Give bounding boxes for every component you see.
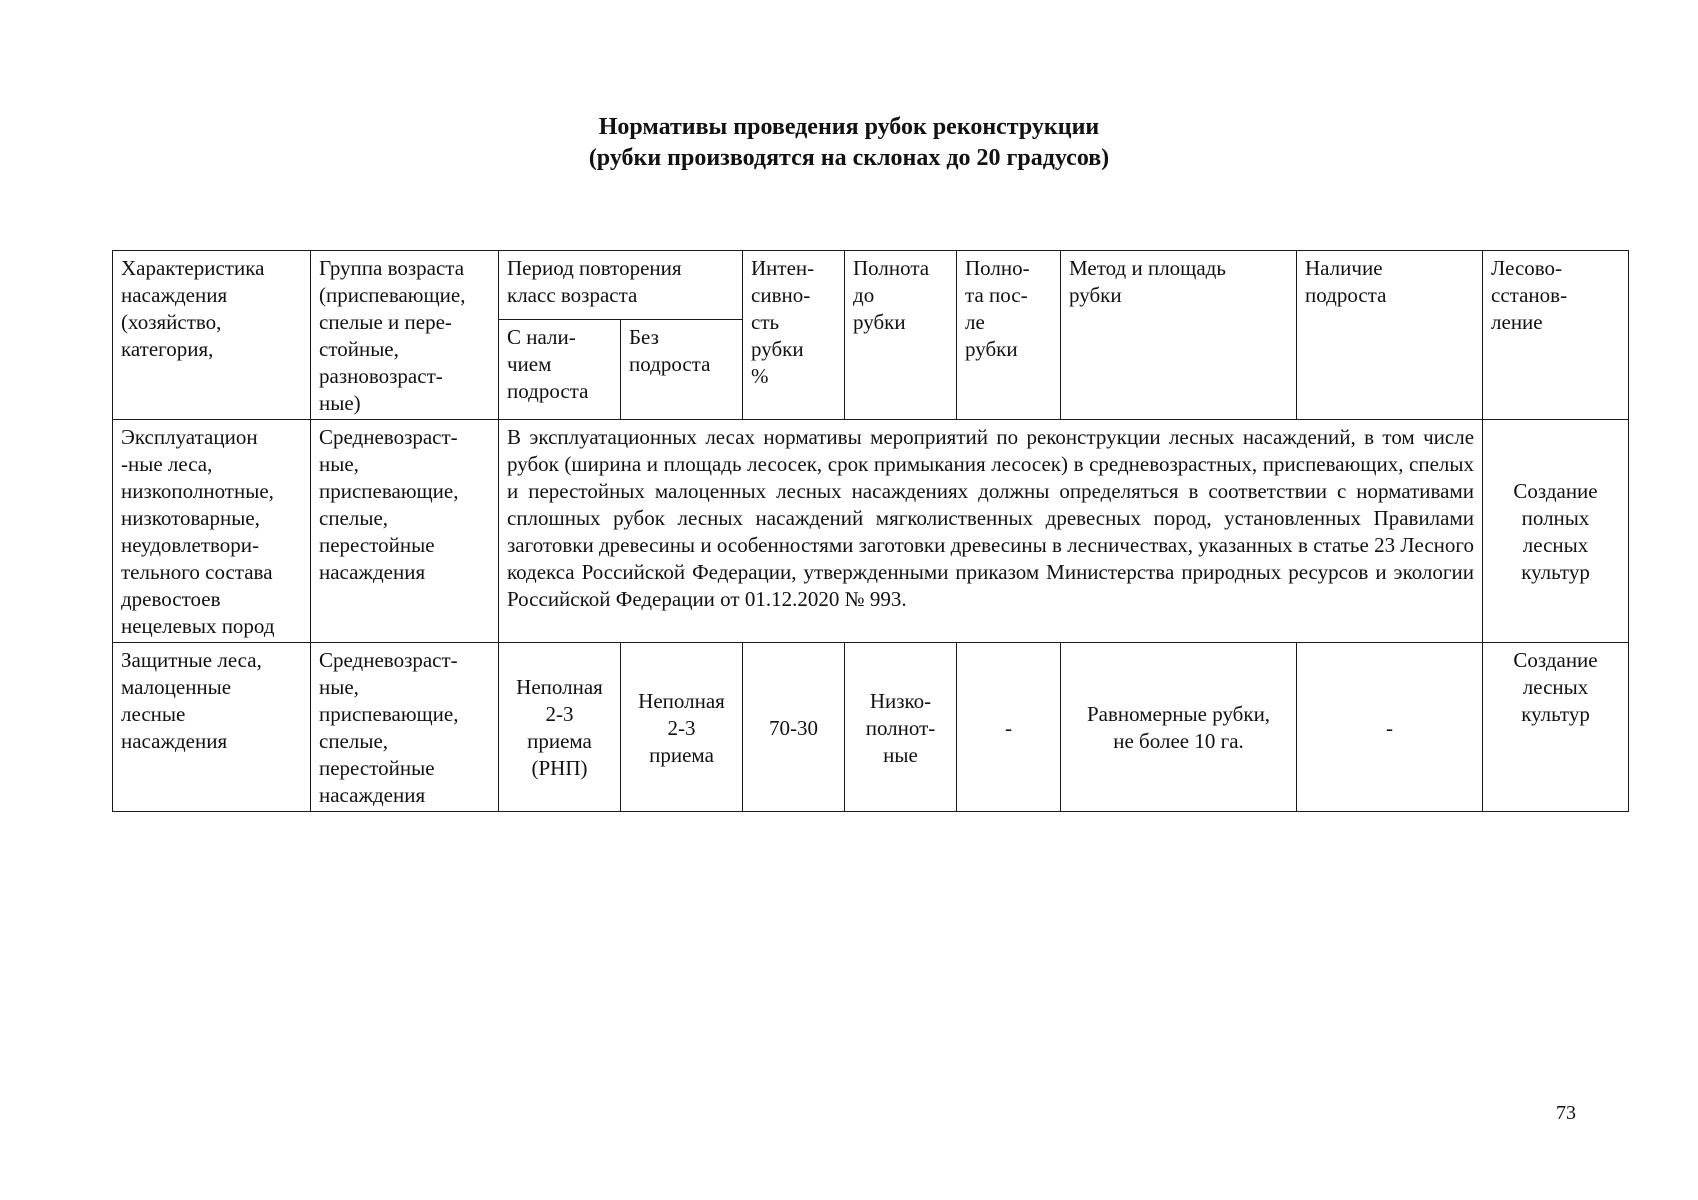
cell-line: Неполная bbox=[638, 688, 725, 713]
cell-line: насаждения bbox=[319, 560, 426, 584]
cell-line: рубки bbox=[1069, 283, 1122, 307]
cell-line: насаждения bbox=[319, 783, 426, 807]
header-density-before bbox=[845, 251, 957, 420]
cell-line: подроста bbox=[507, 379, 589, 404]
cell-line: древостоев bbox=[121, 587, 221, 611]
cell-line: неудовлетвори- bbox=[121, 533, 260, 557]
norms-table bbox=[112, 250, 1629, 812]
cell-line: лесные bbox=[121, 702, 186, 726]
cell-line: сть bbox=[751, 310, 780, 334]
cell-line: полнот- bbox=[865, 715, 936, 740]
cell-line: Наличие bbox=[1305, 256, 1383, 280]
header-undergrowth bbox=[1297, 251, 1483, 420]
cell-line: подроста bbox=[1305, 283, 1387, 307]
header-age-group bbox=[311, 251, 499, 420]
header-intensity bbox=[743, 251, 845, 420]
cell-line: ные bbox=[883, 742, 918, 767]
cell-line: спелые, bbox=[319, 729, 389, 753]
cell-line: Средневозраст- bbox=[319, 648, 458, 672]
cell-line: (хозяйство, bbox=[121, 310, 222, 334]
row2-without-undergrowth bbox=[621, 643, 743, 812]
cell-line: приспевающие, bbox=[319, 479, 459, 503]
header-with-undergrowth bbox=[499, 320, 621, 420]
cell-line: насаждения bbox=[121, 729, 228, 753]
cell-line: Создание bbox=[1513, 648, 1598, 672]
page-number: 73 bbox=[1556, 1102, 1576, 1124]
cell-line: Период повторения bbox=[507, 256, 682, 280]
cell-line: стойные, bbox=[319, 337, 399, 361]
row2-undergrowth: - bbox=[1297, 643, 1483, 812]
cell-line: класс возраста bbox=[507, 283, 638, 307]
row2-density-after: - bbox=[957, 643, 1061, 812]
row1-reforestation bbox=[1483, 420, 1629, 643]
row1-characteristic bbox=[113, 420, 311, 643]
cell-line: спелые и пере- bbox=[319, 310, 452, 334]
table-row-exploitation bbox=[113, 420, 1629, 643]
cell-line: Полно- bbox=[965, 256, 1030, 280]
row2-intensity: 70-30 bbox=[743, 643, 845, 812]
cell-line: С нали- bbox=[507, 325, 576, 350]
cell-line: лесных bbox=[1522, 675, 1589, 699]
title-line-1: Нормативы проведения рубок реконструкции bbox=[598, 114, 1100, 140]
cell-line: ные) bbox=[319, 391, 361, 415]
row1-note: В эксплуатационных лесах нормативы мероприятий по реконструкции лесных насаждений, в том числе рубок (ширина и площадь лесосек, срок примыкания лесосек) в средневозрастных, приспевающих, спелых и перестойных малоценных лесных насаждениях должны определяться в соответствии с нормативами сплошных рубок лесных насаждений мягколиственных древесных пород, установленных Правилами заготовки древесины и особенностями заготовки древесины в лесничествах, указанных в статье 23 Лесного кодекса Российской Федерации, утвержденными приказом Министерства природных ресурсов и экологии Российской Федерации от 01.12.2020 № 993. bbox=[499, 420, 1483, 643]
header-period bbox=[499, 251, 743, 320]
cell-line: -ные леса, bbox=[121, 452, 213, 476]
cell-line: приспевающие, bbox=[319, 702, 459, 726]
cell-line: низкополнотные, bbox=[121, 479, 274, 503]
page-title bbox=[0, 112, 1698, 174]
header-reforestation bbox=[1483, 251, 1629, 420]
cell-line: (приспевающие, bbox=[319, 283, 466, 307]
cell-line: ле bbox=[965, 310, 985, 334]
cell-line: Средневозраст- bbox=[319, 425, 458, 449]
cell-line: Низко- bbox=[869, 688, 932, 713]
cell-line: Метод и площадь bbox=[1069, 256, 1226, 280]
cell-line: культур bbox=[1521, 702, 1590, 726]
cell-line: ные, bbox=[319, 452, 359, 476]
cell-line: нецелевых пород bbox=[121, 614, 275, 638]
cell-line: ление bbox=[1491, 310, 1543, 334]
cell-line: не более 10 га. bbox=[1113, 729, 1244, 753]
cell-line: перестойные bbox=[319, 533, 435, 557]
cell-line: 2-3 bbox=[667, 715, 696, 740]
cell-line: Интен- bbox=[751, 256, 815, 280]
cell-line: Защитные леса, bbox=[121, 648, 262, 672]
header-density-after bbox=[957, 251, 1061, 420]
header-method bbox=[1061, 251, 1297, 420]
cell-line: Полнота bbox=[853, 256, 930, 280]
cell-line: рубки bbox=[965, 337, 1018, 361]
row2-with-undergrowth bbox=[499, 643, 621, 812]
header-row-1 bbox=[113, 251, 1629, 320]
cell-line: сстанов- bbox=[1491, 283, 1568, 307]
cell-line: Эксплуатацион bbox=[121, 425, 258, 449]
cell-line: приема bbox=[649, 742, 714, 767]
row1-age-group bbox=[311, 420, 499, 643]
cell-line: лесных bbox=[1522, 533, 1589, 557]
row2-age-group bbox=[311, 643, 499, 812]
cell-line: до bbox=[853, 283, 875, 307]
cell-line: малоценные bbox=[121, 675, 232, 699]
header-without-undergrowth bbox=[621, 320, 743, 420]
cell-line: ные, bbox=[319, 675, 359, 699]
cell-line: та пос- bbox=[965, 283, 1028, 307]
cell-line: спелые, bbox=[319, 506, 389, 530]
cell-line: Создание bbox=[1513, 479, 1598, 503]
header-characteristic bbox=[113, 251, 311, 420]
cell-line: Группа возраста bbox=[319, 256, 465, 280]
row2-characteristic bbox=[113, 643, 311, 812]
title-line-2: (рубки производятся на склонах до 20 градусов) bbox=[588, 145, 1110, 171]
cell-line: Лесово- bbox=[1491, 256, 1563, 280]
row2-density-before bbox=[845, 643, 957, 812]
cell-line: перестойные bbox=[319, 756, 435, 780]
row2-reforestation bbox=[1483, 643, 1629, 812]
cell-line: приема bbox=[527, 729, 592, 753]
cell-line: Характеристика bbox=[121, 256, 265, 280]
cell-line: чием bbox=[507, 352, 552, 377]
cell-line: низкотоварные, bbox=[121, 506, 260, 530]
cell-line: (РНП) bbox=[531, 756, 588, 780]
cell-line: % bbox=[751, 364, 769, 388]
cell-line: подроста bbox=[629, 352, 711, 377]
cell-line: насаждения bbox=[121, 283, 228, 307]
cell-line: сивно- bbox=[751, 283, 811, 307]
cell-line: полных bbox=[1521, 506, 1590, 530]
cell-line: рубки bbox=[751, 337, 804, 361]
cell-line: культур bbox=[1521, 560, 1590, 584]
cell-line: категория, bbox=[121, 337, 214, 361]
cell-line: разновозраст- bbox=[319, 364, 443, 388]
cell-line: тельного состава bbox=[121, 560, 273, 584]
cell-line: Неполная bbox=[516, 675, 603, 699]
cell-line: Равномерные рубки, bbox=[1086, 702, 1271, 726]
cell-line: 2-3 bbox=[545, 702, 574, 726]
table-row-protective bbox=[113, 643, 1629, 812]
row2-method bbox=[1061, 643, 1297, 812]
cell-line: Без bbox=[629, 325, 659, 350]
cell-line: рубки bbox=[853, 310, 906, 334]
